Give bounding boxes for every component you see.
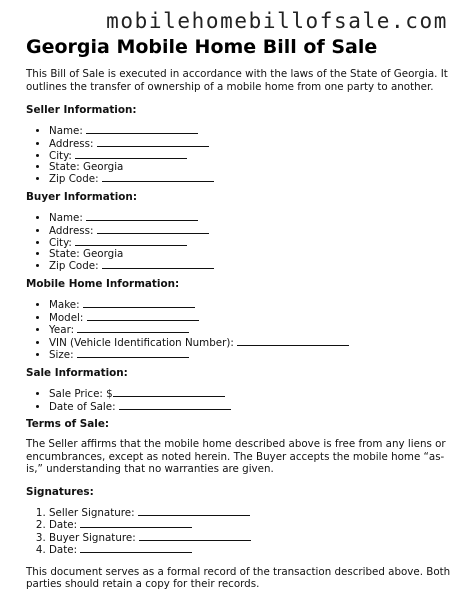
sale-price-blank[interactable] — [113, 387, 225, 397]
buyer-section — [26, 191, 456, 272]
buyer-date-blank[interactable] — [80, 543, 192, 553]
mobile-home-heading: Mobile Home Information: — [26, 277, 180, 290]
seller-zip-blank[interactable] — [102, 172, 214, 182]
buyer-address-blank[interactable] — [97, 224, 209, 234]
seller-address-blank[interactable] — [97, 137, 209, 147]
buyer-date-field: 4. Date: — [49, 543, 456, 556]
seller-state-field: • State: Georgia — [49, 162, 456, 173]
seller-date-blank[interactable] — [80, 518, 192, 528]
seller-zip-field: • Zip Code: — [49, 172, 456, 185]
footer-paragraph: This document serves as a formal record of the transaction described above. Both parties should retain a copy for their records. — [26, 565, 451, 591]
buyer-field-list — [26, 211, 456, 272]
mobile-home-size-field: • Size: — [49, 348, 456, 361]
terms-section — [26, 418, 456, 476]
document-title: Georgia Mobile Home Bill of Sale — [26, 36, 378, 58]
buyer-signature-blank[interactable] — [139, 531, 251, 541]
seller-city-blank[interactable] — [75, 149, 187, 159]
buyer-address-field: • Address: — [49, 224, 456, 237]
buyer-zip-field: • Zip Code: — [49, 259, 456, 272]
mobile-home-model-field: • Model: — [49, 311, 456, 324]
seller-signature-field: 1. Seller Signature: — [49, 506, 456, 519]
website-watermark: mobilehomebillofsale.com — [106, 9, 448, 33]
make-blank[interactable] — [83, 298, 195, 308]
signatures-heading: Signatures: — [26, 485, 94, 498]
sale-section — [26, 367, 456, 412]
signatures-list — [26, 506, 456, 556]
buyer-zip-blank[interactable] — [102, 259, 214, 269]
seller-date-field: 2. Date: — [49, 518, 456, 531]
sale-date-blank[interactable] — [119, 400, 231, 410]
model-blank[interactable] — [87, 311, 199, 321]
mobile-home-year-field: • Year: — [49, 323, 456, 336]
terms-paragraph: The Seller affirms that the mobile home described above is free from any liens or encumbrances, except as noted herein. The Buyer accepts the mobile home “as-is,” understanding that no warranties are given. — [26, 438, 446, 476]
seller-heading: Seller Information: — [26, 104, 137, 116]
bill-of-sale-document — [26, 36, 456, 591]
sale-heading: Sale Information: — [26, 366, 128, 379]
buyer-signature-field: 3. Buyer Signature: — [49, 531, 456, 544]
mobile-home-section — [26, 278, 456, 361]
buyer-heading: Buyer Information: — [26, 190, 137, 203]
mobile-home-vin-field: • VIN (Vehicle Identification Number): — [49, 336, 456, 349]
buyer-city-field: • City: — [49, 236, 456, 249]
buyer-name-blank[interactable] — [86, 211, 198, 221]
vin-blank[interactable] — [237, 336, 349, 346]
buyer-state-field: • State: Georgia — [49, 249, 456, 260]
seller-section — [26, 104, 456, 185]
signatures-section — [26, 486, 456, 556]
seller-name-blank[interactable] — [86, 124, 198, 134]
sale-field-list — [26, 387, 456, 412]
seller-name-field: • Name: — [49, 124, 456, 137]
sale-price-field: • Sale Price: $ — [49, 387, 456, 400]
terms-heading: Terms of Sale: — [26, 418, 110, 431]
seller-address-field: • Address: — [49, 137, 456, 150]
intro-paragraph: This Bill of Sale is executed in accordance with the laws of the State of Georgia. It outlines the transfer of ownership of a mobile home from one party to another. — [26, 68, 448, 93]
seller-city-field: • City: — [49, 149, 456, 162]
mobile-home-field-list — [26, 298, 456, 361]
sale-date-field: • Date of Sale: — [49, 400, 456, 413]
seller-field-list — [26, 124, 456, 185]
size-blank[interactable] — [77, 348, 189, 358]
year-blank[interactable] — [77, 323, 189, 333]
buyer-city-blank[interactable] — [75, 236, 187, 246]
buyer-name-field: • Name: — [49, 211, 456, 224]
seller-signature-blank[interactable] — [138, 506, 250, 516]
mobile-home-make-field: • Make: — [49, 298, 456, 311]
